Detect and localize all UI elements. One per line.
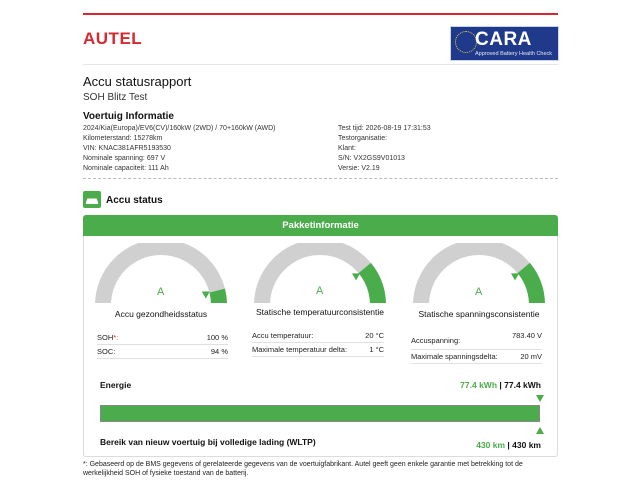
soh-row	[97, 331, 228, 345]
soc-value: 94 %	[210, 347, 228, 356]
cara-badge-subtitle: Approved Battery Health Check	[475, 51, 553, 57]
battery-temperature-value: 20 °C	[365, 331, 384, 340]
energy-value: 77.4 kWh | 77.4 kWh	[460, 380, 541, 390]
cara-badge	[450, 26, 559, 61]
footnote: *: Gebaseerd op de BMS gegevens of gerelateerde gegevens van de voertuigfabrikant. Autel geeft geen enkele garantie met betrekking tot de werkelijkheid SOH of fysieke toestand van de batterij.	[83, 461, 523, 477]
gauge-pointer-icon	[352, 273, 360, 280]
software-version: Versie: V2.19	[338, 165, 380, 172]
test-organisation: Testorganisatie:	[338, 135, 388, 142]
soh-key: SOH*:	[97, 333, 119, 342]
vehicle-info-right	[338, 124, 431, 174]
header-divider	[83, 64, 558, 65]
gauge-fill	[365, 268, 378, 303]
gauge-pointer-icon	[511, 273, 519, 280]
vehicle-info-left	[83, 124, 276, 174]
cara-badge-title: CARA	[475, 29, 532, 50]
energy-marker-icon	[536, 395, 544, 402]
max-voltage-delta-value: 20 mV	[520, 352, 542, 361]
energy-bar	[100, 405, 540, 422]
energy-total: 77.4 kWh	[504, 380, 541, 390]
battery-voltage-row	[411, 329, 542, 350]
package-info-header: Pakketinformatie	[83, 215, 558, 236]
vehicle-nominal-capacity: Nominale capaciteit: 111 Ah	[83, 165, 169, 172]
vehicle-mileage: Kilometerstand: 15278km	[83, 135, 163, 142]
max-voltage-delta-key: Maximale spanningsdelta:	[411, 352, 498, 361]
soc-row	[97, 345, 228, 359]
range-marker-icon	[536, 427, 544, 434]
autel-logo: AUTEL	[83, 29, 143, 48]
battery-temperature-row	[252, 329, 384, 343]
report-title: Accu statusrapport	[83, 74, 192, 89]
max-temperature-delta-value: 1 °C	[369, 345, 384, 354]
gauge-fill	[524, 268, 537, 303]
soc-key: SOC:	[97, 347, 116, 356]
vehicle-section-title: Voertuig Informatie	[83, 111, 174, 122]
voltage-label: Statische spanningsconsistentie	[418, 309, 540, 319]
temperature-label: Statische temperatuurconsistentie	[255, 307, 385, 317]
vehicle-model: 2024/Kia(Europa)/EV6(CV)/160kW (2WD) / 70+160kW (AWD)	[83, 125, 276, 132]
voltage-grade: A	[475, 286, 483, 298]
range-total: 430 km	[512, 440, 541, 450]
report-subtitle: SOH Blitz Test	[83, 92, 148, 103]
health-grade: A	[157, 286, 165, 298]
battery-voltage-value: 783.40 V	[511, 331, 542, 340]
battery-voltage-key: Accuspanning:	[411, 336, 461, 345]
max-temperature-delta-key: Maximale temperatuur delta:	[252, 345, 348, 354]
energy-current: 77.4 kWh	[460, 380, 498, 390]
max-temperature-delta-row	[252, 343, 384, 357]
customer: Klant:	[338, 145, 356, 152]
range-label: Bereik van nieuw voertuig bij volledige lading (WLTP)	[100, 437, 316, 447]
section-divider	[83, 178, 558, 179]
gauge-pointer-icon	[202, 292, 210, 299]
car-battery-icon	[83, 191, 101, 208]
temperature-grade: A	[316, 285, 324, 297]
health-label: Accu gezondheidsstatus	[114, 309, 208, 319]
vehicle-nominal-voltage: Nominale spanning: 697 V	[83, 155, 166, 162]
energy-label: Energie	[100, 380, 132, 390]
battery-temperature-key: Accu temperatuur:	[252, 331, 314, 340]
soh-value: 100 %	[206, 333, 228, 342]
header-accent-line	[83, 13, 558, 15]
range-value: 430 km | 430 km	[476, 440, 541, 450]
serial-number: S/N: VX2GS9V01013	[338, 155, 405, 162]
range-current: 430 km	[476, 440, 506, 450]
max-voltage-delta-row	[411, 350, 542, 364]
vehicle-vin: VIN: KNAC381AFR5193530	[83, 145, 171, 152]
battery-status-title: Accu status	[106, 195, 163, 206]
test-time: Test tijd: 2026-08-19 17:31:53	[338, 125, 431, 132]
energy-bar-fill	[101, 406, 539, 421]
eu-stars-icon	[455, 31, 477, 53]
gauge-fill	[217, 291, 219, 303]
